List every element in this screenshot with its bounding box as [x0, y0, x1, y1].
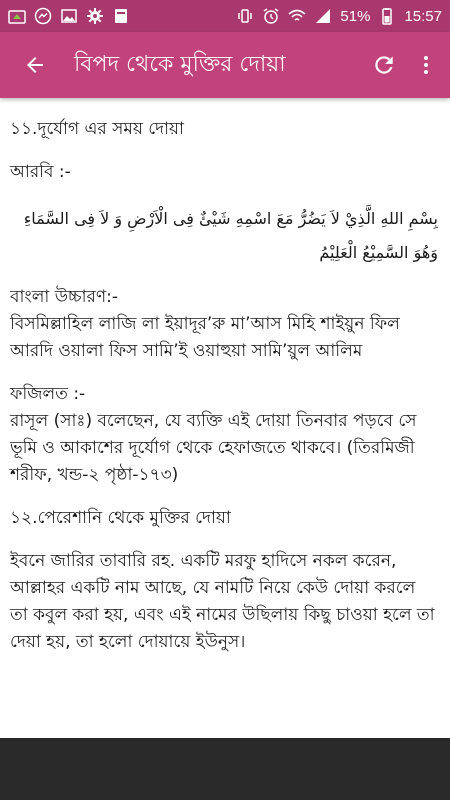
more-options-button[interactable]	[408, 32, 444, 98]
vibrate-icon	[236, 7, 254, 25]
more-vert-icon	[414, 53, 438, 77]
pronunciation-text: বিসমিল্লাহিল লাজি লা ইয়াদূর’রু মা’আস মিহি শাইয়ুন ফিল আরদি ওয়ালা ফিস সামি’ই ওয়াহুয়া সামি’য়ুল আলিম	[10, 314, 400, 361]
pronunciation-label: বাংলা উচ্চারণ:-	[10, 287, 119, 307]
battery-icon	[378, 7, 396, 25]
app-icon	[112, 7, 130, 25]
battery-percent: 51%	[340, 7, 371, 25]
section-11-heading: ১১.দূর্যোগ এর সময় দোয়া	[10, 119, 184, 139]
alarm-icon	[262, 7, 280, 25]
dua-content[interactable]	[0, 98, 450, 738]
gallery-icon	[60, 7, 78, 25]
virtue-text: রাসূল (সাঃ) বলেছেন, যে ব্যক্তি এই দোয়া তিনবার পড়বে সে ভূমি ও আকাশের দূর্যোগ থেকে হেফাজতে থাকবে। (তিরমিজী শরীফ, খন্ড-২ পৃষ্ঠা-১৭৩)	[10, 411, 417, 485]
section-12-heading: ১২.পেরেশানি থেকে মুক্তির দোয়া	[10, 508, 231, 528]
messenger-icon	[34, 7, 52, 25]
section-12-text: ইবনে জারির তাবারি রহ. একটি মরফু হাদিসে নকল করেন, আল্লাহর একটি নাম আছে, যে নামটি নিয়ে কেউ দোয়া করলে তা কবুল করা হয়, এবং এই নামের উছিলায় কিছু চাওয়া হলে তা দেয়া হয়, তা হলো দোয়ায়ে ইউনুস।	[10, 551, 435, 652]
virtue-label: ফজিলত :-	[10, 384, 86, 404]
arabic-text: بِسْمِ اللهِ الَّذِيْ لاَ يَضُرُّ مَعَ اسْمِهِ شَيْئٌ فِى الْاَرْضِ وَ لاَ فِى السَّمَاءِ وَهُوَ السَّمِيْعُ الْعَلِيْمُ	[23, 209, 438, 262]
refresh-button[interactable]	[360, 32, 408, 98]
settings-icon	[86, 7, 104, 25]
notification-icons	[8, 7, 130, 25]
refresh-icon	[371, 52, 397, 78]
navigation-bar	[0, 738, 450, 800]
system-icons	[236, 7, 442, 25]
arabic-label: আরবি :-	[10, 162, 71, 182]
back-button[interactable]	[0, 32, 70, 98]
signal-icon	[314, 7, 332, 25]
clock: 15:57	[404, 7, 442, 25]
wifi-icon	[288, 7, 306, 25]
status-bar	[0, 0, 450, 32]
page-title: বিপদ থেকে মুক্তির দোয়া	[74, 51, 286, 77]
arrow-back-icon	[23, 53, 47, 77]
android-debug-icon	[8, 7, 26, 25]
app-bar	[0, 32, 450, 98]
